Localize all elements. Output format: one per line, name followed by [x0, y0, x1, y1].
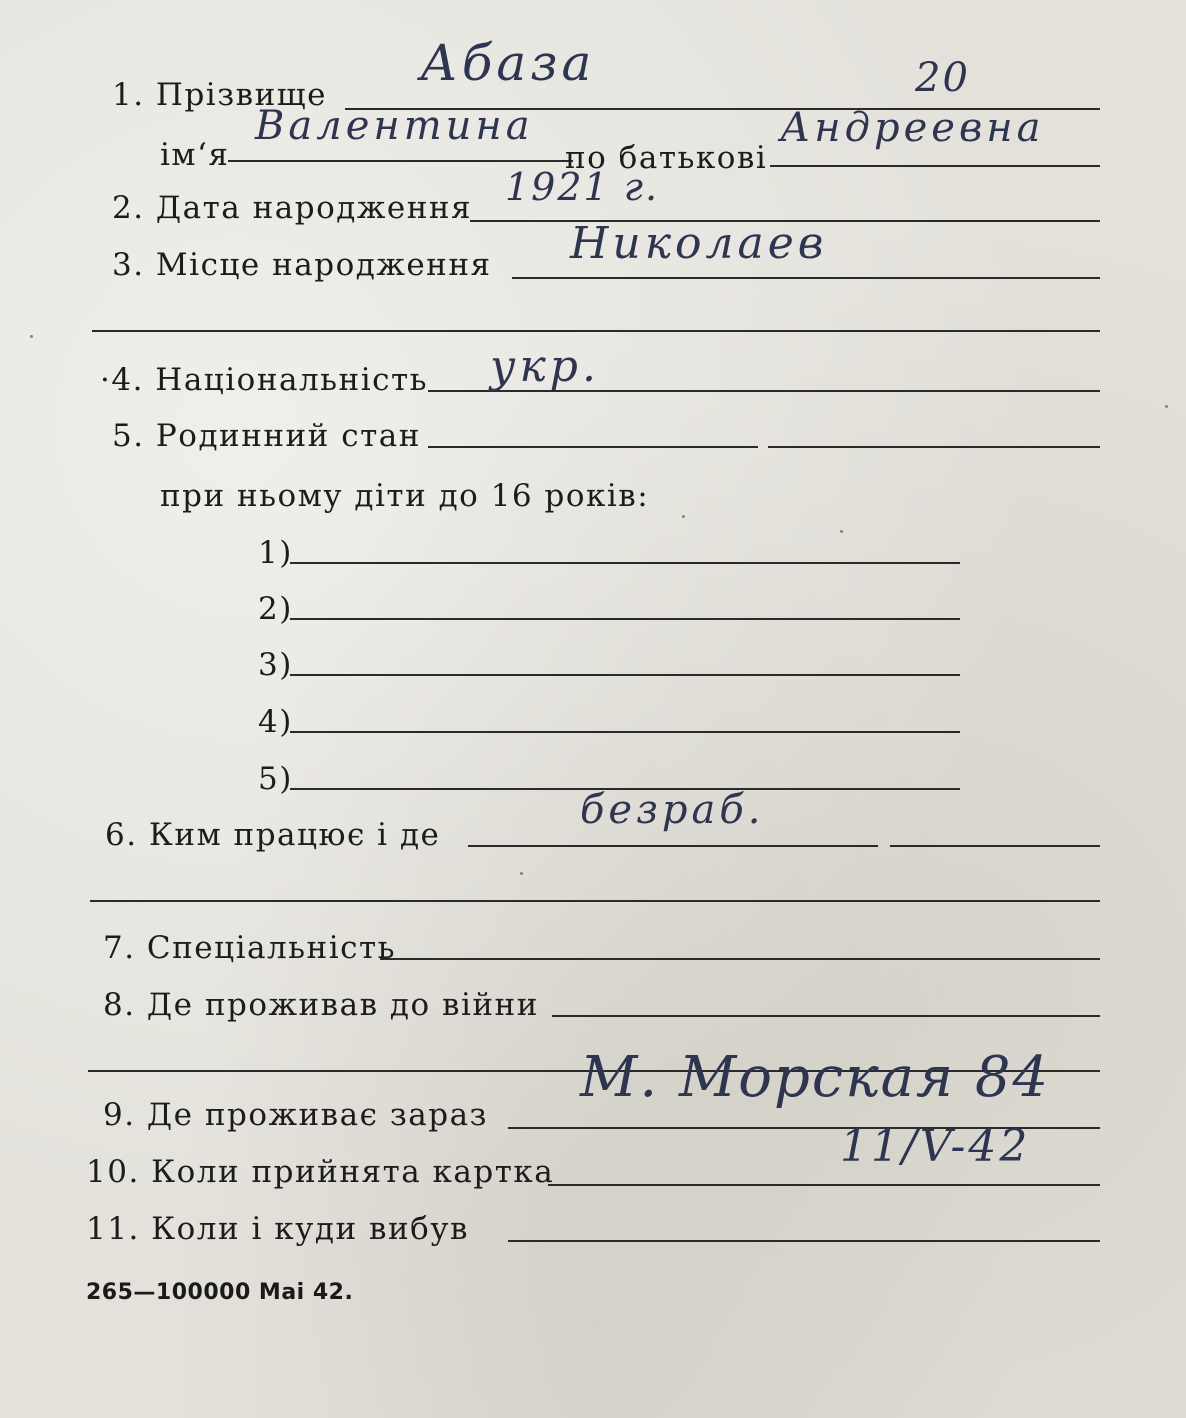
child-5-label: 5) [258, 761, 293, 797]
occupation-extra-line [90, 900, 1100, 902]
card-accepted-label: 10. Коли прийнята картка [86, 1154, 555, 1190]
birth-date-label: 2. Дата народження [112, 190, 473, 226]
child-2-line [290, 618, 960, 620]
first-name-line [228, 160, 573, 162]
first-name-value: Валентина [255, 103, 534, 149]
paper-speck [520, 872, 523, 875]
child-4-line [290, 731, 960, 733]
children-header: при ньому діти до 16 років: [160, 478, 650, 514]
current-residence-label: 9. Де проживає зараз [103, 1097, 488, 1133]
marital-status-line-2 [768, 446, 1100, 448]
departure-label: 11. Коли і куди вибув [86, 1211, 469, 1247]
print-code: 265—100000 Mai 42. [86, 1280, 354, 1305]
marital-status-label: 5. Родинний стан [112, 418, 421, 454]
specialty-line [380, 958, 1100, 960]
prewar-residence-line [552, 1015, 1100, 1017]
occupation-value: безраб. [580, 787, 765, 833]
paper-speck [682, 515, 685, 518]
current-address-value: М. Морская 84 [580, 1045, 1051, 1110]
paper-speck [1165, 405, 1168, 408]
age-value: 20 [915, 55, 970, 101]
card-date-value: 11/V-42 [840, 1121, 1031, 1172]
child-2-label: 2) [258, 591, 293, 627]
child-3-label: 3) [258, 647, 293, 683]
departure-line [508, 1240, 1100, 1242]
birth-place-label: 3. Місце народження [112, 247, 492, 283]
birth-date-value: 1921 г. [505, 165, 660, 209]
child-3-line [290, 674, 960, 676]
child-4-label: 4) [258, 704, 293, 740]
patronymic-label: по батькові [565, 140, 768, 176]
nationality-value: укр. [490, 341, 600, 392]
specialty-label: 7. Спеціальність [103, 930, 397, 966]
birth-place-extra-line [92, 330, 1100, 332]
occupation-label: 6. Ким працює і де [105, 817, 441, 853]
birth-place-line [512, 277, 1100, 279]
first-name-label: ім‘я [160, 137, 230, 173]
card-accepted-line [548, 1184, 1100, 1186]
marital-status-line-1 [428, 446, 758, 448]
birth-place-value: Николаев [570, 218, 828, 269]
prewar-residence-label: 8. Де проживав до війни [103, 987, 539, 1023]
child-1-line [290, 562, 960, 564]
occupation-line-1 [468, 845, 878, 847]
occupation-line-2 [890, 845, 1100, 847]
nationality-label: ·4. Національність [100, 362, 428, 398]
paper-speck [30, 335, 33, 338]
child-1-label: 1) [258, 535, 293, 571]
surname-value: Абаза [420, 34, 596, 92]
paper-speck [840, 530, 843, 533]
patronymic-line [770, 165, 1100, 167]
surname-label: 1. Прізвище [112, 77, 327, 113]
patronymic-value: Андреевна [780, 105, 1045, 151]
